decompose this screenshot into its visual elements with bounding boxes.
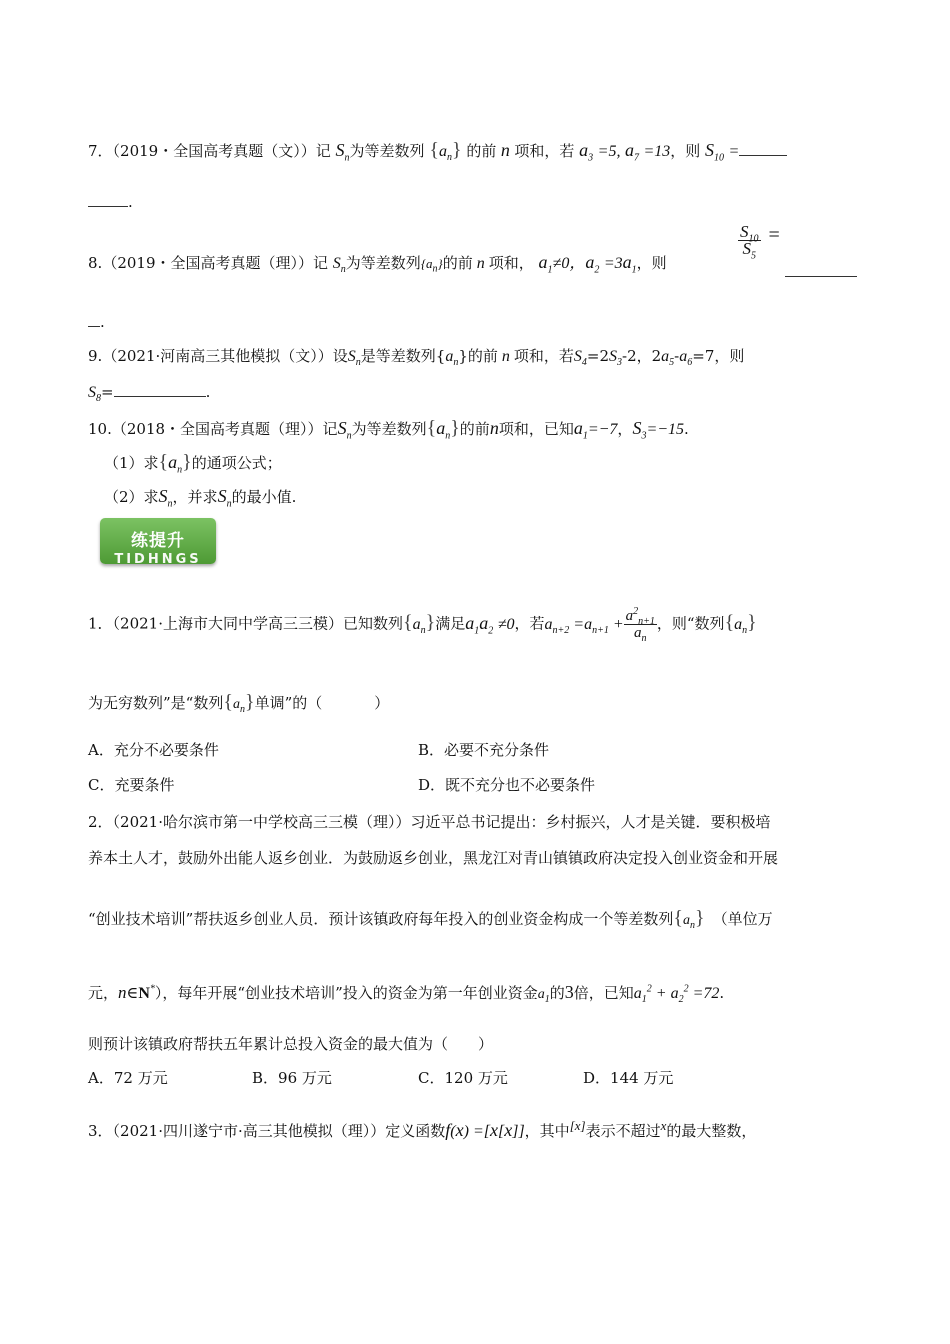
improve-question-2-line-4	[88, 982, 724, 1005]
text: 为等差数列	[351, 420, 427, 438]
formula: {	[403, 611, 413, 634]
formula: $a_1a_2 \ne 0$	[465, 612, 515, 637]
formula: [x]	[569, 1118, 586, 1133]
formula: {	[158, 451, 169, 473]
text: -2，2	[622, 347, 662, 365]
option-label: B．	[252, 1069, 279, 1087]
text: 为等差数列	[349, 142, 425, 160]
text: 设	[332, 347, 348, 365]
text: 倍，已知	[573, 984, 634, 1002]
improve-question-2-line-2	[88, 848, 778, 868]
text: 养本土人才，鼓励外出能人返乡创业．为鼓励返乡创业，黑龙江对青山镇镇政府决定投入创业资金和开展	[88, 849, 779, 867]
formula: $a_n$	[436, 418, 451, 442]
formula: n	[489, 418, 499, 438]
formula: $S_{10}$ =	[705, 140, 740, 164]
question-number: 7．	[88, 142, 113, 160]
formula: $S_n$	[158, 486, 173, 510]
text: 是等差数列{	[360, 347, 446, 365]
text: 项和，	[488, 254, 534, 272]
formula: n∈N*	[118, 983, 155, 1002]
text: 表示不超过	[585, 1122, 661, 1140]
option-text: 必要不充分条件	[444, 741, 550, 759]
text: 元，	[88, 984, 119, 1002]
formula: }	[694, 907, 705, 929]
text: 的最大整数，	[666, 1122, 757, 1140]
option-label: D．	[583, 1069, 611, 1087]
text: ，则“数列	[656, 614, 725, 633]
text: -	[674, 347, 680, 365]
text: 满足	[435, 614, 466, 633]
formula: $S_3=-15$	[632, 418, 685, 442]
fraction-s10-s5: $\frac{S_{10}}{S_5}$ =	[740, 222, 780, 262]
section-badge-title: 练提升	[131, 531, 185, 551]
text: 的前	[442, 254, 473, 272]
text: 项和，已知	[498, 420, 574, 438]
question-9	[88, 346, 744, 367]
formula: n	[496, 140, 515, 160]
text: 的通项公式；	[191, 454, 282, 472]
formula: }	[182, 451, 192, 473]
question-number: 1．	[88, 614, 113, 633]
formula: {	[426, 417, 437, 439]
formula: $a_5$	[661, 348, 675, 369]
option-c[interactable]	[88, 775, 175, 795]
text: 为无穷数列”是“数列	[88, 694, 224, 712]
option-d[interactable]	[583, 1068, 673, 1088]
text: 记	[322, 420, 338, 438]
formula: $a_6$	[679, 348, 693, 369]
question-source: （2021·上海市大同中学高三三模）	[112, 614, 343, 633]
formula: $a_n$	[682, 913, 695, 931]
answer-blank[interactable]	[88, 312, 100, 327]
text: =2	[586, 347, 610, 365]
option-text: 144 万元	[610, 1069, 674, 1087]
improve-question-1-cont	[88, 692, 389, 715]
formula: $a_1\ne 0$，$a_2 =3a_1$	[538, 252, 637, 276]
option-label: B．	[418, 741, 445, 759]
option-text: 120 万元	[444, 1069, 508, 1087]
formula: $a_{n+2} =a_{n+1}$ +	[544, 615, 624, 636]
text: ）	[374, 694, 390, 712]
formula: 3	[564, 982, 574, 1002]
text: .	[684, 420, 689, 438]
text: ，则	[636, 254, 667, 272]
formula: {	[429, 139, 439, 161]
option-text: 既不充分也不必要条件	[445, 776, 596, 794]
formula: $S_n$	[337, 418, 352, 442]
option-b[interactable]	[252, 1068, 332, 1088]
formula: f(x) =[x[x]]	[445, 1120, 525, 1140]
question-source: （2019・全国高考真题（理））	[102, 254, 313, 272]
formula: $S_n$	[332, 255, 346, 276]
question-10-part-1	[104, 451, 282, 476]
question-number: 2．	[88, 813, 113, 831]
question-source: （2021·河南高三其他模拟（文））	[102, 347, 333, 365]
option-a[interactable]	[88, 1068, 168, 1088]
text: （1）求	[104, 454, 159, 472]
text: 项和，若	[513, 347, 574, 365]
text: .	[719, 984, 725, 1002]
improve-question-2-line-5	[88, 1034, 493, 1054]
text: .	[100, 313, 105, 331]
formula: $a_n$	[445, 348, 459, 369]
text: =	[101, 383, 114, 401]
formula: $S_8$	[88, 384, 101, 405]
option-label: A．	[88, 741, 114, 759]
text: .	[205, 383, 211, 401]
formula: x	[660, 1118, 667, 1133]
text: 项和，若	[514, 142, 575, 160]
formula: }	[244, 691, 255, 713]
text: 的最小值.	[231, 488, 297, 506]
text: }的前	[458, 347, 498, 365]
option-text: 充分不必要条件	[113, 741, 219, 759]
section-badge	[100, 518, 216, 564]
formula: {	[223, 691, 233, 713]
text: 习近平总书记提出：乡村振兴，人才是关键．要积极培	[410, 813, 771, 831]
question-number: 9.	[88, 347, 103, 365]
question-source: （2021·哈尔滨市第一中学校高三三模（理））	[112, 813, 411, 831]
formula: $S_n$	[217, 486, 232, 510]
question-number: 3．	[88, 1122, 113, 1140]
formula: $S_3$	[609, 348, 623, 369]
formula: $\frac{S_{10}}{S_5}$	[740, 222, 759, 262]
option-c[interactable]	[418, 1068, 508, 1088]
option-label: A．	[88, 1069, 114, 1087]
answer-blank[interactable]	[88, 192, 128, 207]
formula: $a_3 =5$, $a_7 =13$	[579, 140, 671, 164]
text: “创业技术培训”帮扶返乡创业人员．预计该镇政府每年投入的创业资金构成一个等差数列	[88, 910, 674, 928]
question-7-cont	[88, 192, 133, 212]
question-7	[88, 140, 787, 162]
text: 的	[549, 984, 565, 1002]
option-label: D．	[418, 776, 446, 794]
text: ）	[478, 1035, 494, 1053]
text: .	[128, 193, 133, 211]
text: 单调”的（	[254, 694, 323, 712]
text: ，若	[514, 614, 545, 633]
improve-question-2-line-3	[88, 908, 773, 931]
question-source: （2021·四川遂宁市·高三其他模拟（理））	[112, 1122, 386, 1140]
formula: {	[724, 611, 735, 634]
text: 为等差数列	[345, 254, 421, 272]
option-text: 充要条件	[114, 776, 175, 794]
question-number: 8.	[88, 254, 103, 272]
question-9-cont	[88, 382, 210, 403]
formula: n	[497, 348, 514, 365]
formula: $a_n$	[438, 143, 452, 164]
option-label: C．	[88, 776, 115, 794]
improve-question-1	[88, 606, 757, 644]
question-8-cont	[88, 312, 105, 332]
text: =7，则	[692, 347, 745, 365]
option-text: 96 万元	[278, 1069, 332, 1087]
formula: $S_n$	[347, 348, 361, 369]
text: ，则	[670, 142, 701, 160]
text: 已知数列	[343, 614, 404, 633]
question-source: （2019・全国高考真题（文））	[112, 142, 316, 160]
text: ，并求	[172, 488, 218, 506]
formula: }	[450, 417, 460, 439]
improve-question-3	[88, 1116, 756, 1142]
text: 的前	[466, 142, 497, 160]
question-source: （2018・全国高考真题（理））	[111, 420, 323, 438]
formula: n	[472, 255, 489, 272]
text: 定义函数	[385, 1122, 446, 1140]
formula: }	[425, 611, 436, 634]
text: （2）求	[104, 488, 159, 506]
answer-blank[interactable]	[785, 262, 857, 277]
section-badge-subtitle: TIDHNGS	[114, 552, 202, 564]
text: ，	[617, 420, 633, 438]
formula: $a_1^2 + a_2^2 =72$	[633, 983, 720, 1006]
text: （单位万	[712, 910, 773, 928]
formula: $S_4$	[573, 348, 587, 369]
formula: $\frac{a^2_{n+1}}{a_n}$	[625, 606, 655, 644]
answer-blank[interactable]	[114, 382, 206, 397]
text: 的前	[459, 420, 490, 438]
text: ，其中	[524, 1122, 570, 1140]
formula: $a_1$	[537, 987, 550, 1005]
formula: $S_n$	[335, 140, 350, 164]
formula: $\{a_n\}$	[420, 256, 443, 275]
question-10-part-2	[104, 486, 297, 510]
improve-question-2	[88, 812, 771, 832]
formula: $a_n$	[232, 697, 245, 715]
text: 记	[315, 142, 331, 160]
formula: $a_n$	[734, 615, 748, 636]
text: 记	[313, 254, 329, 272]
formula: {	[673, 907, 683, 929]
option-b[interactable]	[418, 740, 549, 760]
formula: }	[451, 139, 462, 161]
formula: $a_n$	[412, 615, 426, 636]
formula: }	[747, 611, 757, 634]
text: 则预计该镇政府帮扶五年累计总投入资金的最大值为（	[88, 1035, 449, 1053]
formula: $a_n$	[168, 452, 183, 476]
question-10	[88, 418, 689, 440]
question-number: 10.	[88, 420, 112, 438]
answer-blank-wrap	[785, 262, 857, 281]
question-8	[88, 252, 667, 274]
option-label: C．	[418, 1069, 445, 1087]
formula: $a_1=-7$	[573, 418, 618, 442]
text: ），每年开展“创业技术培训”投入的资金为第一年创业资金	[154, 984, 538, 1002]
option-a[interactable]	[88, 740, 219, 760]
option-text: 72 万元	[113, 1069, 168, 1087]
answer-blank[interactable]	[739, 141, 787, 156]
option-d[interactable]	[418, 775, 595, 795]
